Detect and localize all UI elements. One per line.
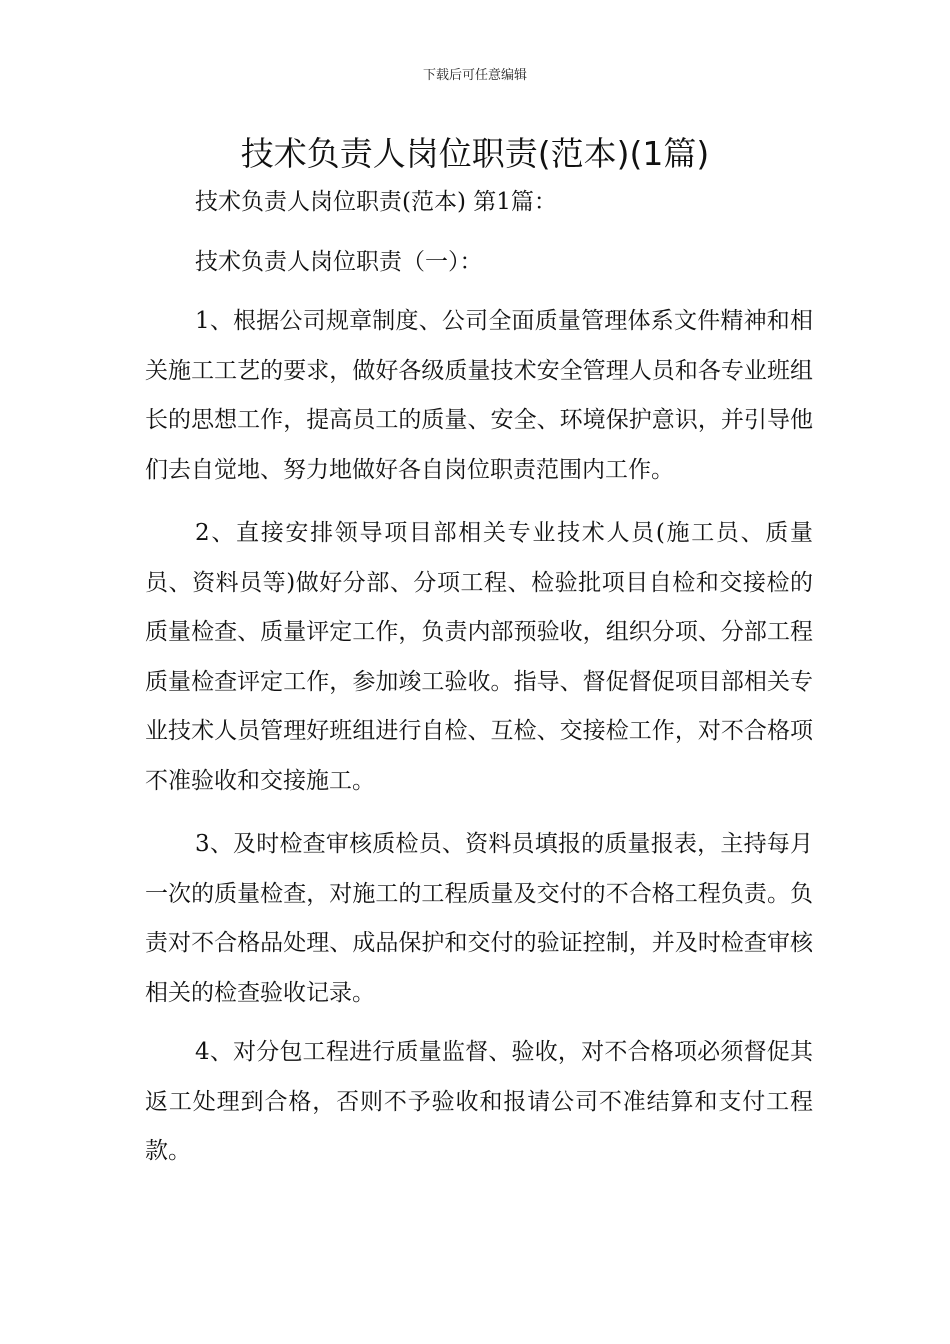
paragraph-2: 2、直接安排领导项目部相关专业技术人员(施工员、质量员、资料员等)做好分部、分项工程、检验批项目自检和交接检的质量检查、质量评定工作，负责内部预验收，组织分项、分部工程质量检查评定工作，参加竣工验收。指导、督促督促项目部相关专业技术人员管理好班组进行自检、互检、交接检工作，对不合格项不准验收和交接施工。 (145, 520, 813, 794)
header-note: 下载后可任意编辑 (422, 68, 527, 83)
document-title: 技术负责人岗位职责(范本)(1篇) (240, 134, 710, 173)
paragraph-4: 4、对分包工程进行质量监督、验收，对不合格项必须督促其返工处理到合格，否则不予验收和报请公司不准结算和支付工程款。 (145, 1039, 813, 1164)
section-heading: 技术负责人岗位职责（一）： (195, 248, 483, 275)
document-subtitle: 技术负责人岗位职责(范本) 第1篇： (195, 189, 557, 215)
paragraph-3: 3、及时检查审核质检员、资料员填报的质量报表，主持每月一次的质量检查，对施工的工程质量及交付的不合格工程负责。负责对不合格品处理、成品保护和交付的验证控制，并及时检查审核相关的检查验收记录。 (145, 831, 813, 1006)
document-body (145, 178, 813, 1177)
paragraph-1: 1、根据公司规章制度、公司全面质量管理体系文件精神和相关施工工艺的要求，做好各级质量技术安全管理人员和各专业班组长的思想工作，提高员工的质量、安全、环境保护意识，并引导他们去自觉地、努力地做好各自岗位职责范围内工作。 (145, 308, 813, 483)
